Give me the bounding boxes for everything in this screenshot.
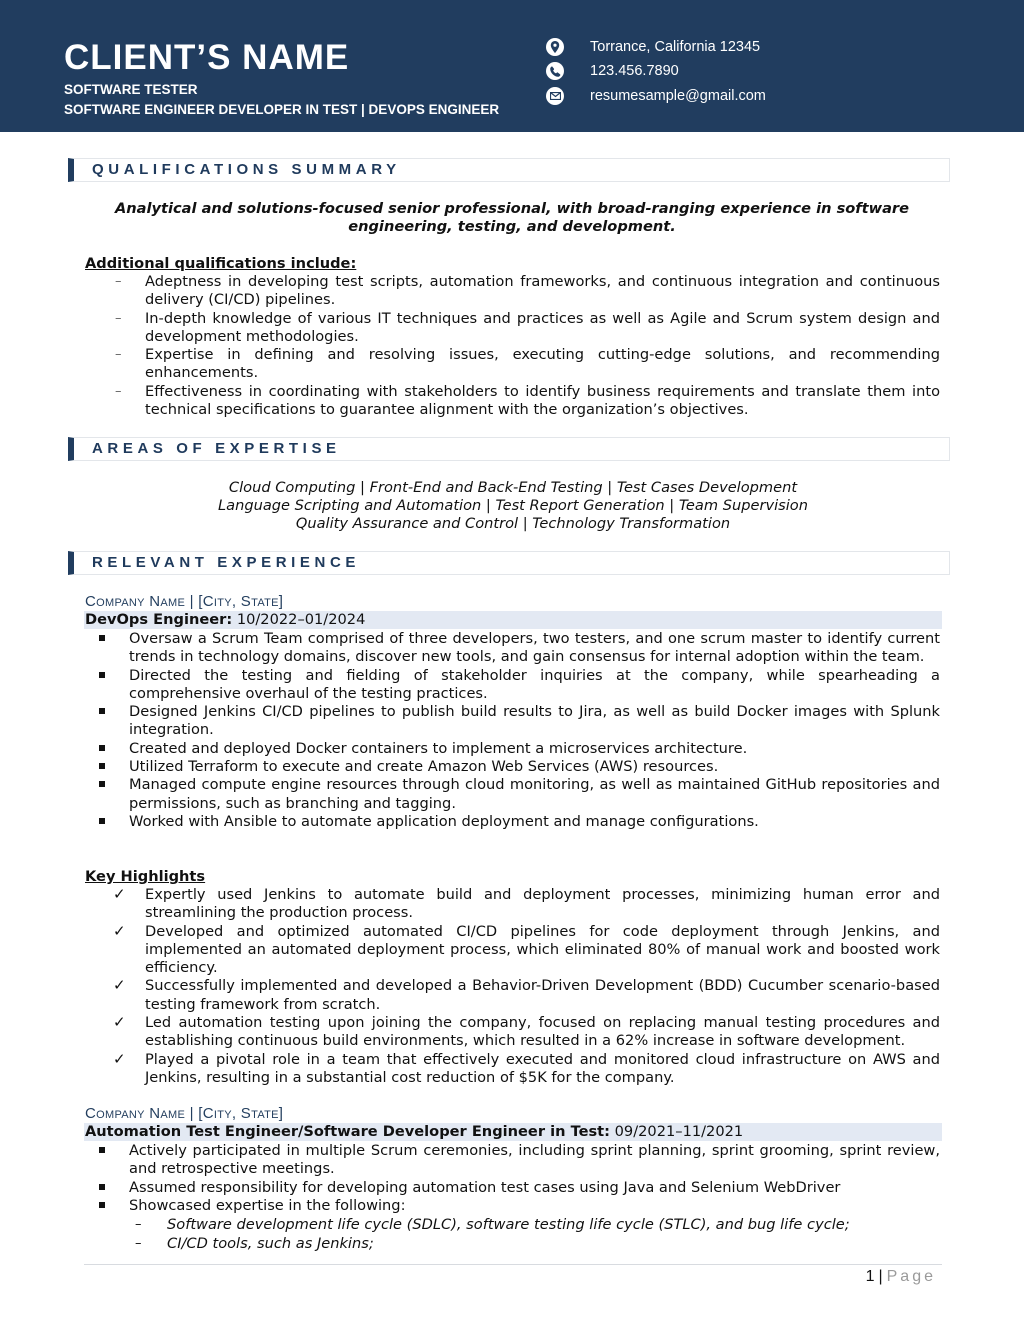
location-pin-icon — [546, 38, 564, 56]
expertise-heading-bar — [68, 437, 950, 461]
list-item: Oversaw a Scrum Team comprised of three developers, two testers, and one scrum master to identify current trends in technology domains, discover new tools, and gain consensus for internal adoption within the team. — [129, 630, 940, 667]
expertise-line: Language Scripting and Automation | Test Report Generation | Team Supervision — [218, 497, 808, 514]
list-item: Utilized Terraform to execute and create Amazon Web Services (AWS) resources. — [129, 758, 940, 776]
resume-header — [0, 0, 1024, 132]
company-name: Company Name | [City, State] — [85, 593, 284, 610]
list-item: Actively participated in multiple Scrum ceremonies, including sprint planning, sprint grooming, sprint review, and retrospective meetings. — [129, 1142, 940, 1179]
dash-bullet-icon: – — [115, 274, 122, 289]
list-item: Showcased expertise in the following: — [129, 1197, 940, 1215]
list-item: Created and deployed Docker containers to implement a microservices architecture. — [129, 740, 940, 758]
list-item: ✓ Developed and optimized automated CI/CD pipelines for code deployment through Jenkins, and implemented an automated deployment process, which eliminated 80% of manual work and boosted work efficiency. — [113, 921, 940, 977]
square-bullet-icon — [99, 763, 105, 769]
square-bullet-icon — [99, 1147, 105, 1153]
checkmark-icon: ✓ — [113, 921, 126, 940]
contact-location-text: Torrance, California 12345 — [590, 39, 761, 55]
key-highlights-label: Key Highlights — [85, 868, 206, 885]
qualifications-list — [115, 273, 940, 419]
checkmark-icon: ✓ — [113, 976, 126, 995]
list-item: – CI/CD tools, such as Jenkins; — [135, 1235, 374, 1253]
list-item: – Effectiveness in coordinating with stakeholders to identify business requirements and translate them into technical specifications to guarantee alignment with the organization’s objectives. — [115, 382, 940, 419]
email-icon — [546, 87, 564, 105]
square-bullet-icon — [99, 745, 105, 751]
dash-bullet-icon: – — [115, 347, 122, 363]
qualifications-heading: QUALIFICATIONS SUMMARY — [92, 161, 401, 178]
dash-bullet-icon: – — [135, 1236, 142, 1252]
footer-divider — [84, 1264, 942, 1265]
dash-bullet-icon: – — [115, 310, 122, 326]
contact-email-text: resumesample@gmail.com — [590, 88, 766, 104]
job-role: Automation Test Engineer/Software Developer Engineer in Test: — [85, 1123, 610, 1140]
job-title-primary: SOFTWARE TESTER — [64, 82, 198, 97]
list-item: Designed Jenkins CI/CD pipelines to publish build results to Jira, as well as build Docker images with Splunk integration. — [129, 703, 940, 740]
square-bullet-icon — [99, 781, 105, 787]
contact-phone-text: 123.456.7890 — [590, 63, 679, 79]
list-item: Worked with Ansible to automate application deployment and manage configurations. — [129, 813, 940, 831]
qualifications-heading-bar — [68, 158, 950, 182]
page-footer — [866, 1268, 936, 1286]
list-item: ✓ Led automation testing upon joining the company, focused on replacing manual testing procedures and establishing continuous build environments, which resulted in a 62% increase in software development. — [113, 1013, 940, 1050]
client-name: CLIENT’S NAME — [64, 38, 350, 77]
list-item: ✓ Successfully implemented and developed a Behavior-Driven Development (BDD) Cucumber scenario-based testing framework from scratch. — [113, 976, 940, 1013]
contact-phone — [546, 62, 679, 80]
job-title-bar — [84, 611, 942, 629]
checkmark-icon: ✓ — [113, 1049, 126, 1068]
job-bullets — [129, 1142, 940, 1215]
summary-statement: Analytical and solutions-focused senior professional, with broad-ranging experience in software engineering, testing, and development. — [114, 200, 910, 236]
highlights-list — [113, 885, 940, 1087]
additional-qualifications-label: Additional qualifications include: — [85, 255, 357, 272]
list-item: – Software development life cycle (SDLC), software testing life cycle (STLC), and bug life cycle; — [135, 1216, 850, 1233]
contact-location — [546, 38, 760, 56]
expertise-heading: AREAS OF EXPERTISE — [92, 440, 341, 457]
dash-bullet-icon: – — [115, 383, 122, 399]
list-item: – Expertise in defining and resolving issues, executing cutting-edge solutions, and recommending enhancements. — [115, 346, 940, 382]
job-title-secondary: SOFTWARE ENGINEER DEVELOPER IN TEST | DEVOPS ENGINEER — [64, 102, 500, 117]
company-name: Company Name | [City, State] — [85, 1105, 284, 1122]
page-label: Page — [886, 1268, 936, 1285]
list-item: – Adeptness in developing test scripts, automation frameworks, and continuous integration and continuous delivery (CI/CD) pipelines. — [115, 273, 940, 309]
dash-bullet-icon: – — [135, 1217, 142, 1232]
job-title-bar — [84, 1123, 942, 1141]
job-dates: 10/2022–01/2024 — [236, 611, 366, 628]
square-bullet-icon — [99, 635, 105, 641]
contact-email — [546, 87, 766, 105]
page-number: 1 — [865, 1268, 875, 1285]
square-bullet-icon — [99, 672, 105, 678]
list-item: Directed the testing and fielding of stakeholder inquiries at the company, while spearheading a comprehensive overhaul of the testing practices. — [129, 667, 940, 704]
job-bullets — [129, 630, 940, 831]
experience-heading: RELEVANT EXPERIENCE — [92, 554, 360, 571]
expertise-sub-list — [135, 1216, 927, 1254]
job-dates: 09/2021–11/2021 — [614, 1123, 744, 1140]
list-item: Managed compute engine resources through cloud monitoring, as well as maintained GitHub repositories and permissions, such as branching and tagging. — [129, 776, 940, 813]
experience-heading-bar — [68, 551, 950, 575]
expertise-line: Quality Assurance and Control | Technology Transformation — [295, 515, 731, 532]
job-role: DevOps Engineer: — [85, 611, 233, 628]
square-bullet-icon — [99, 1202, 105, 1208]
footer-separator: | — [878, 1268, 883, 1285]
phone-icon — [546, 62, 564, 80]
square-bullet-icon — [99, 1184, 105, 1190]
list-item: ✓ Played a pivotal role in a team that effectively executed and monitored cloud infrastructure on AWS and Jenkins, resulting in a substantial cost reduction of $5K for the company. — [113, 1049, 940, 1086]
list-item: Assumed responsibility for developing automation test cases using Java and Selenium WebDriver — [129, 1179, 940, 1197]
checkmark-icon: ✓ — [113, 885, 126, 903]
expertise-line: Cloud Computing | Front-End and Back-End Testing | Test Cases Development — [228, 479, 798, 496]
list-item: ✓ Expertly used Jenkins to automate build and deployment processes, minimizing human error and streamlining the production process. — [113, 885, 940, 922]
square-bullet-icon — [99, 708, 105, 714]
list-item: – In-depth knowledge of various IT techniques and practices as well as Agile and Scrum system design and development methodologies. — [115, 309, 940, 345]
square-bullet-icon — [99, 818, 105, 824]
checkmark-icon: ✓ — [113, 1013, 126, 1032]
